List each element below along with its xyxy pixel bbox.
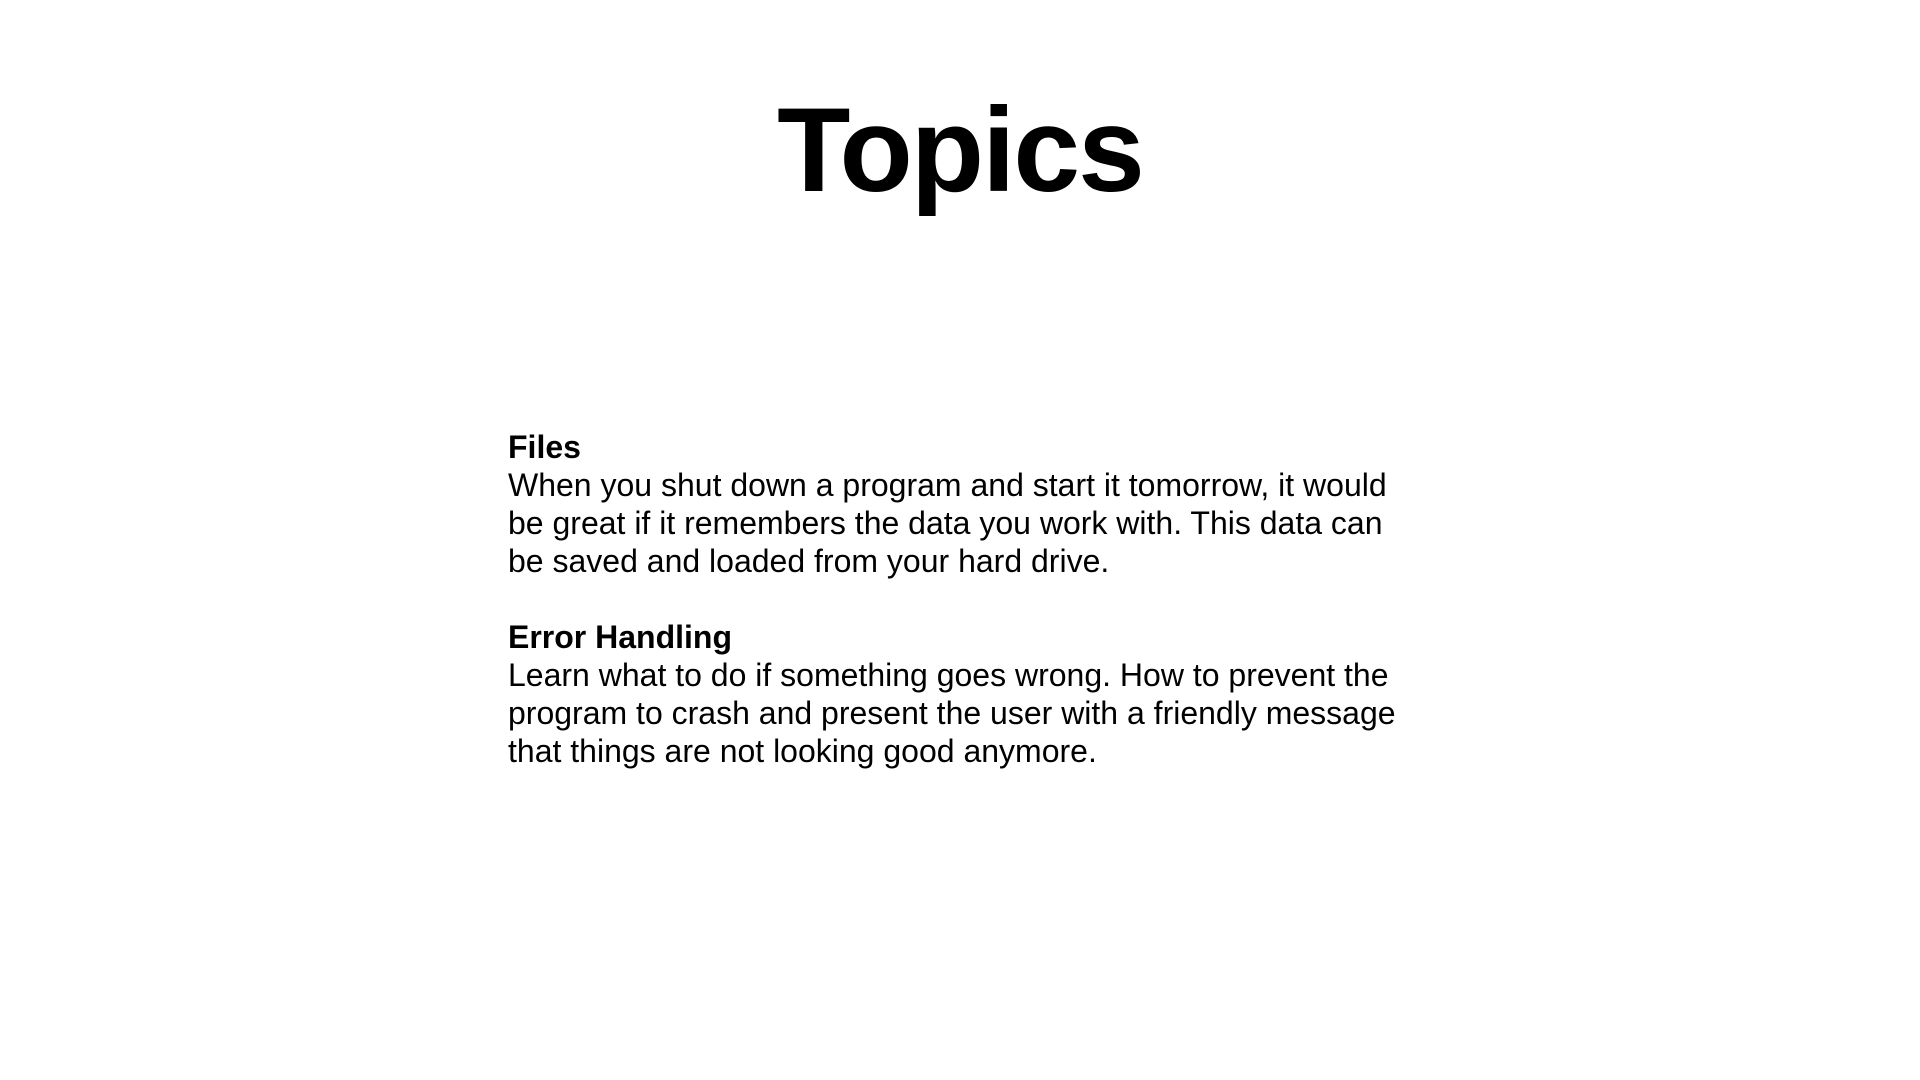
topic-description: When you shut down a program and start it tomorrow, it would be great if it remembers the data you work with. This data can be saved and loaded from your hard drive.	[508, 467, 1387, 579]
topic-files	[508, 428, 1428, 580]
topic-heading: Files	[508, 429, 581, 465]
topic-description: Learn what to do if something goes wrong. How to prevent the program to crash and present the user with a friendly message that things are not looking good anymore.	[508, 657, 1396, 769]
slide-title: Topics	[777, 83, 1143, 217]
topic-error-handling	[508, 618, 1428, 770]
topics-list	[508, 428, 1428, 808]
topic-heading: Error Handling	[508, 619, 733, 655]
